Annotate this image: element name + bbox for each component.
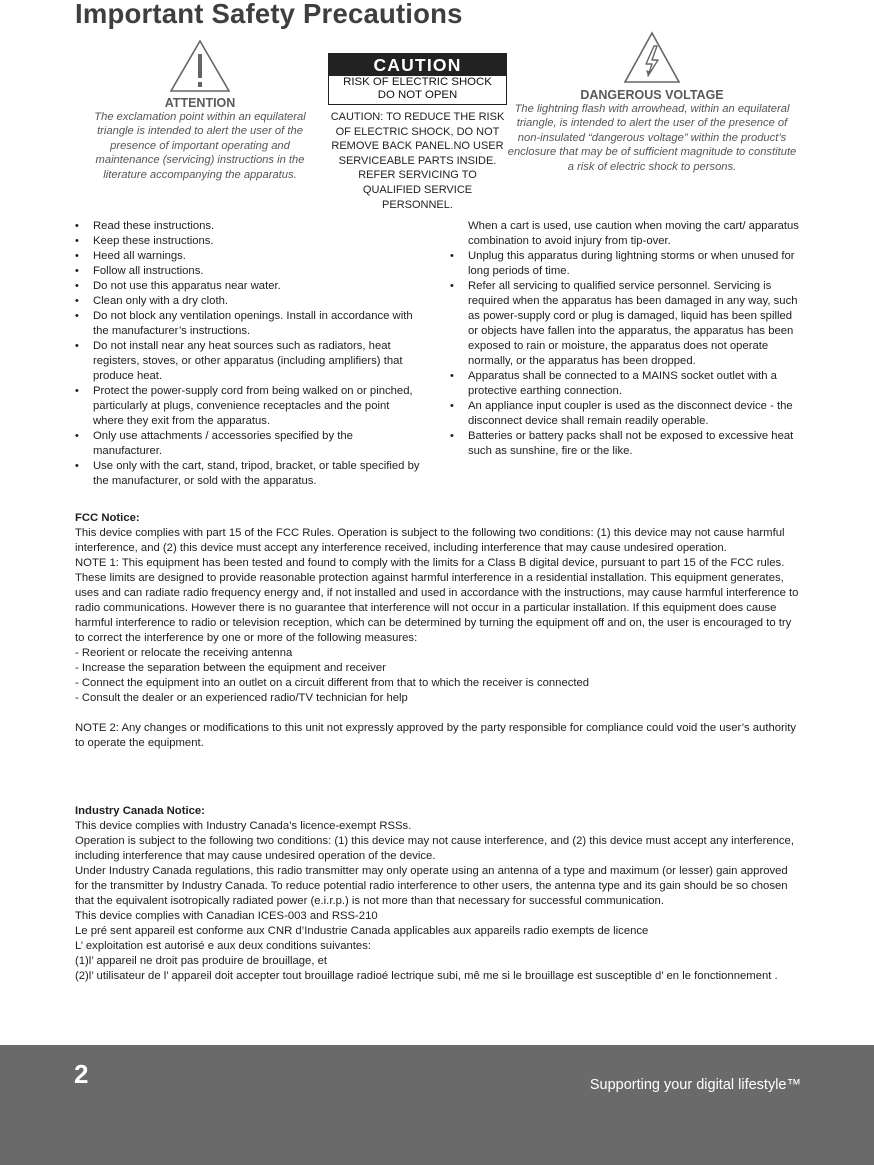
caution-label <box>328 53 507 105</box>
ic-line: Under Industry Canada regulations, this radio transmitter may only operate using an antenna of a type and maximum (or lesser) gain approved for the transmitter by Industry Canada. To reduce potential radio interference to other users, the antenna type and its gain should be so chosen that the equivalent isotropically radiated power (e.i.r.p.) is not more than that necessary for successful communication. <box>75 865 788 907</box>
fcc-measure: - Increase the separation between the equipment and receiver <box>75 662 386 674</box>
attention-heading: ATTENTION <box>164 96 236 110</box>
list-item: • Protect the power-supply cord from being walked on or pinched, particularly at plugs, convenience receptacles and the point where they exit from the apparatus. <box>75 384 423 429</box>
list-item: • Use only with the cart, stand, tripod, bracket, or table specified by the manufacturer, or sold with the apparatus. <box>75 459 423 489</box>
caution-line-open: DO NOT OPEN <box>377 89 458 101</box>
spacer <box>75 706 803 721</box>
list-item: • Batteries or battery packs shall not be exposed to excessive heat such as sunshine, fire or the like. <box>450 429 800 459</box>
list-item: • Follow all instructions. <box>75 264 423 279</box>
list-item: • Refer all servicing to qualified service personnel. Servicing is required when the apparatus has been damaged in any way, such as power-supply cord or plug is damaged, liquid has been spilled or objects have fallen into the apparatus, the apparatus has been exposed to rain or moisture, the apparatus does not operate normally, or the apparatus has been dropped. <box>450 279 800 369</box>
instruction-list-right <box>450 249 800 459</box>
danger-description: The lightning flash with arrowhead, within an equilateral triangle, is intended to alert the user of the presence of non-insulated “dangerous voltage” within the product’s enclosure that may be of sufficient magnitude to constitute a risk of electric shock to persons. <box>507 103 797 173</box>
cart-continuation: When a cart is used, use caution when moving the cart/ apparatus combination to avoid injury from tip-over. <box>468 220 799 247</box>
instructions-right-column <box>450 219 800 459</box>
instructions-left-column <box>75 219 423 489</box>
list-item: • Do not install near any heat sources such as radiators, heat registers, stoves, or other apparatus (including amplifiers) that produce heat. <box>75 339 423 384</box>
footer-tagline: Supporting your digital lifestyle™ <box>589 1077 801 1093</box>
list-item: • Apparatus shall be connected to a MAINS socket outlet with a protective earthing connection. <box>450 369 800 399</box>
list-item: • Only use attachments / accessories specified by the manufacturer. <box>75 429 423 459</box>
list-item: • Clean only with a dry cloth. <box>75 294 423 309</box>
list-item: • An appliance input coupler is used as the disconnect device - the disconnect device shall remain readily operable. <box>450 399 800 429</box>
fcc-measure: - Reorient or relocate the receiving antenna <box>75 647 293 659</box>
fcc-measure: - Connect the equipment into an outlet on a circuit different from that to which the receiver is connected <box>75 677 590 689</box>
ic-line: Operation is subject to the following two conditions: (1) this device may not cause interference, and (2) this device must accept any interference, including interference that may cause undesired operation of the device. <box>75 835 794 862</box>
ic-line: This device complies with Industry Canada’s licence-exempt RSSs. <box>75 820 412 832</box>
fcc-intro: This device complies with part 15 of the FCC Rules. Operation is subject to the following two conditions: (1) this device may not cause harmful interference, and (2) this device must accept any interference received, including interference that may cause undesired operation. <box>75 527 785 554</box>
exclamation-triangle-icon <box>168 38 232 94</box>
instruction-list-left <box>75 219 423 489</box>
page-number: 2 <box>74 1059 89 1089</box>
list-item: • Do not use this apparatus near water. <box>75 279 423 294</box>
caution-line-risk: RISK OF ELECTRIC SHOCK <box>343 76 492 88</box>
lightning-triangle-icon <box>622 30 682 86</box>
caution-text: CAUTION: TO REDUCE THE RISK OF ELECTRIC SHOCK, DO NOT REMOVE BACK PANEL.NO USER SERVICEABLE PARTS INSIDE. REFER SERVICING TO QUALIFIED SERVICE PERSONNEL. <box>330 111 505 211</box>
fcc-note2: NOTE 2: Any changes or modifications to this unit not expressly approved by the party responsible for compliance could void the user’s authority to operate the equipment. <box>75 722 797 749</box>
fcc-heading: FCC Notice: <box>75 512 140 524</box>
list-item: • Heed all warnings. <box>75 249 423 264</box>
caution-title: CAUTION <box>329 54 506 76</box>
attention-block <box>78 38 322 182</box>
fcc-note1: NOTE 1: This equipment has been tested and found to comply with the limits for a Class B digital device, pursuant to part 15 of the FCC rules. These limits are designed to provide reasonable protection against harmful interference in a residential installation. This equipment generates, uses and can radiate radio frequency energy and, if not installed and used in accordance with the instructions, may cause harmful interference to radio communications. However there is no guarantee that interference will not occur in a particular installation. If this equipment does cause harmful interference to radio or television reception, which can be determined by turning the equipment off and on, the user is encouraged to try to correct the interference by one or more of the following measures: <box>75 557 799 644</box>
list-item: • Do not block any ventilation openings. Install in accordance with the manufacturer’s instructions. <box>75 309 423 339</box>
page-footer <box>0 1045 874 1165</box>
list-item: • Keep these instructions. <box>75 234 423 249</box>
fcc-measure: - Consult the dealer or an experienced radio/TV technician for help <box>75 692 408 704</box>
page-title: Important Safety Precautions <box>75 0 463 29</box>
ic-line: Le pré sent appareil est conforme aux CNR d’Industrie Canada applicables aux appareils radio exempts de licence <box>75 925 649 937</box>
list-item: • Read these instructions. <box>75 219 423 234</box>
danger-heading: DANGEROUS VOLTAGE <box>580 88 724 102</box>
ic-heading: Industry Canada Notice: <box>75 805 205 817</box>
ic-line: This device complies with Canadian ICES-003 and RSS-210 <box>75 910 378 922</box>
list-item: • Unplug this apparatus during lightning storms or when unused for long periods of time. <box>450 249 800 279</box>
attention-description: The exclamation point within an equilateral triangle is intended to alert the user of the presence of important operating and maintenance (servicing) instructions in the literature accompanying the apparatus. <box>94 111 306 181</box>
ic-line: (1)l’ appareil ne droit pas produire de brouillage, et <box>75 955 328 967</box>
industry-canada-notice <box>75 804 803 984</box>
danger-block <box>507 30 797 174</box>
ic-line: (2)l’ utilisateur de l’ appareil doit accepter tout brouillage radioé lectrique subi, mê me si le brouillage est susceptible d’ en le fonctionnement . <box>75 970 778 982</box>
fcc-notice <box>75 511 803 751</box>
ic-line: L’ exploitation est autorisé e aux deux conditions suivantes: <box>75 940 371 952</box>
